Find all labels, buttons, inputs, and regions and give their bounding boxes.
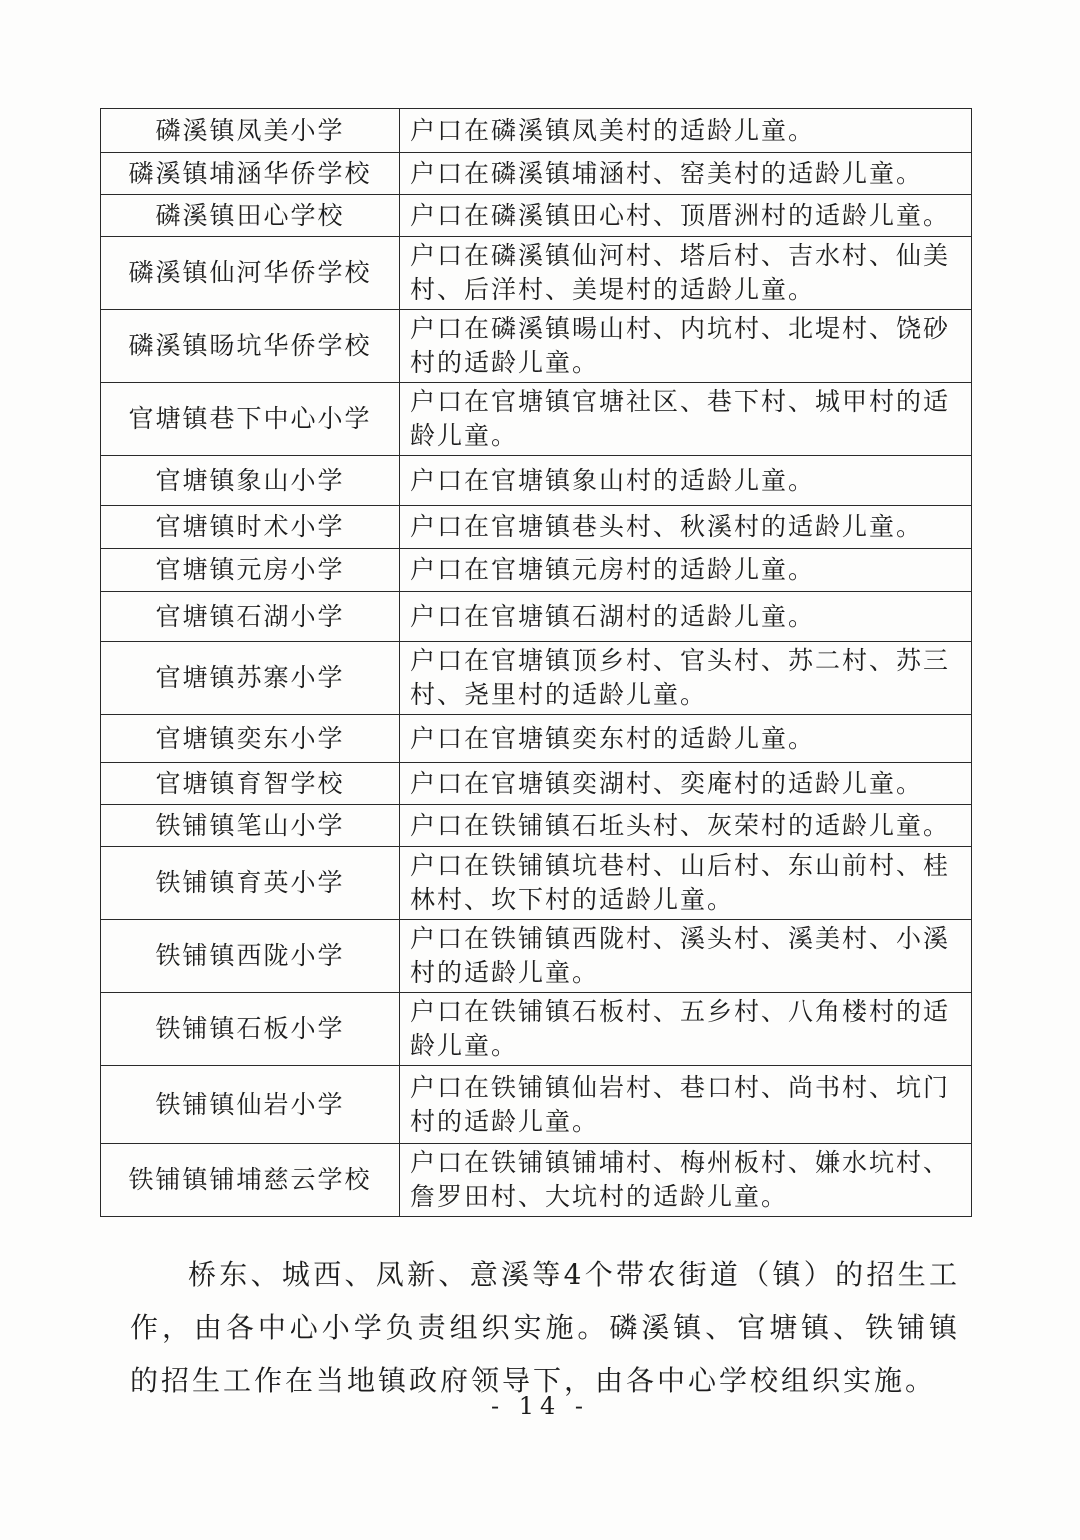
enrollment-area-cell: 户口在官塘镇象山村的适龄儿童。 xyxy=(400,456,972,506)
table-row xyxy=(101,153,972,195)
enrollment-area-cell: 户口在磷溪镇田心村、顶厝洲村的适龄儿童。 xyxy=(400,195,972,237)
school-name-cell: 铁铺镇育英小学 xyxy=(101,847,400,920)
enrollment-zone-table xyxy=(100,108,972,1217)
enrollment-area-cell: 户口在磷溪镇仙河村、塔后村、吉水村、仙美村、后洋村、美堤村的适龄儿童。 xyxy=(400,237,972,310)
school-name-cell: 磷溪镇仙河华侨学校 xyxy=(101,237,400,310)
table-row xyxy=(101,1144,972,1217)
school-name-cell: 官塘镇时术小学 xyxy=(101,506,400,549)
table-row xyxy=(101,237,972,310)
school-name-cell: 官塘镇巷下中心小学 xyxy=(101,383,400,456)
school-name-cell: 官塘镇育智学校 xyxy=(101,763,400,805)
school-name-cell: 磷溪镇埔涵华侨学校 xyxy=(101,153,400,195)
table-row xyxy=(101,920,972,993)
school-name-cell: 磷溪镇旸坑华侨学校 xyxy=(101,310,400,383)
enrollment-area-cell: 户口在铁铺镇石坵头村、灰荣村的适龄儿童。 xyxy=(400,805,972,847)
enrollment-area-cell: 户口在官塘镇奕湖村、奕庵村的适龄儿童。 xyxy=(400,763,972,805)
enrollment-area-cell: 户口在磷溪镇凤美村的适龄儿童。 xyxy=(400,109,972,153)
table-row xyxy=(101,592,972,642)
table-row xyxy=(101,1066,972,1144)
enrollment-area-cell: 户口在磷溪镇埔涵村、窑美村的适龄儿童。 xyxy=(400,153,972,195)
table-row xyxy=(101,109,972,153)
page-number: - 14 - xyxy=(490,1392,589,1420)
table-row xyxy=(101,642,972,715)
table-row xyxy=(101,763,972,805)
table-row xyxy=(101,993,972,1066)
school-name-cell: 官塘镇象山小学 xyxy=(101,456,400,506)
table-row xyxy=(101,310,972,383)
enrollment-area-cell: 户口在官塘镇石湖村的适龄儿童。 xyxy=(400,592,972,642)
table-row xyxy=(101,549,972,592)
table-row xyxy=(101,715,972,763)
school-name-cell: 官塘镇石湖小学 xyxy=(101,592,400,642)
enrollment-area-cell: 户口在铁铺镇仙岩村、巷口村、尚书村、坑门村的适龄儿童。 xyxy=(400,1066,972,1144)
school-name-cell: 磷溪镇田心学校 xyxy=(101,195,400,237)
table-row xyxy=(101,506,972,549)
school-name-cell: 官塘镇元房小学 xyxy=(101,549,400,592)
enrollment-area-cell: 户口在铁铺镇坑巷村、山后村、东山前村、桂林村、坎下村的适龄儿童。 xyxy=(400,847,972,920)
enrollment-area-cell: 户口在官塘镇奕东村的适龄儿童。 xyxy=(400,715,972,763)
table-body xyxy=(101,109,972,1217)
body-paragraph: 桥东、城西、凤新、意溪等4个带农街道（镇）的招生工作，由各中心小学负责组织实施。磷溪镇、官塘镇、铁铺镇的招生工作在当地镇政府领导下，由各中心学校组织实施。 xyxy=(130,1258,960,1397)
table-row xyxy=(101,456,972,506)
enrollment-area-cell: 户口在官塘镇巷头村、秋溪村的适龄儿童。 xyxy=(400,506,972,549)
enrollment-area-cell: 户口在官塘镇顶乡村、官头村、苏二村、苏三村、尧里村的适龄儿童。 xyxy=(400,642,972,715)
enrollment-area-cell: 户口在铁铺镇石板村、五乡村、八角楼村的适龄儿童。 xyxy=(400,993,972,1066)
school-name-cell: 官塘镇苏寨小学 xyxy=(101,642,400,715)
school-name-cell: 铁铺镇石板小学 xyxy=(101,993,400,1066)
enrollment-area-cell: 户口在磷溪镇暘山村、内坑村、北堤村、饶砂村的适龄儿童。 xyxy=(400,310,972,383)
table-row xyxy=(101,805,972,847)
school-name-cell: 铁铺镇铺埔慈云学校 xyxy=(101,1144,400,1217)
enrollment-area-cell: 户口在铁铺镇铺埔村、梅州板村、嫌水坑村、詹罗田村、大坑村的适龄儿童。 xyxy=(400,1144,972,1217)
school-name-cell: 铁铺镇西陇小学 xyxy=(101,920,400,993)
school-name-cell: 磷溪镇凤美小学 xyxy=(101,109,400,153)
school-name-cell: 官塘镇奕东小学 xyxy=(101,715,400,763)
table-row xyxy=(101,847,972,920)
enrollment-area-cell: 户口在官塘镇官塘社区、巷下村、城甲村的适龄儿童。 xyxy=(400,383,972,456)
school-name-cell: 铁铺镇笔山小学 xyxy=(101,805,400,847)
school-name-cell: 铁铺镇仙岩小学 xyxy=(101,1066,400,1144)
table-row xyxy=(101,195,972,237)
enrollment-area-cell: 户口在铁铺镇西陇村、溪头村、溪美村、小溪村的适龄儿童。 xyxy=(400,920,972,993)
table-row xyxy=(101,383,972,456)
enrollment-area-cell: 户口在官塘镇元房村的适龄儿童。 xyxy=(400,549,972,592)
